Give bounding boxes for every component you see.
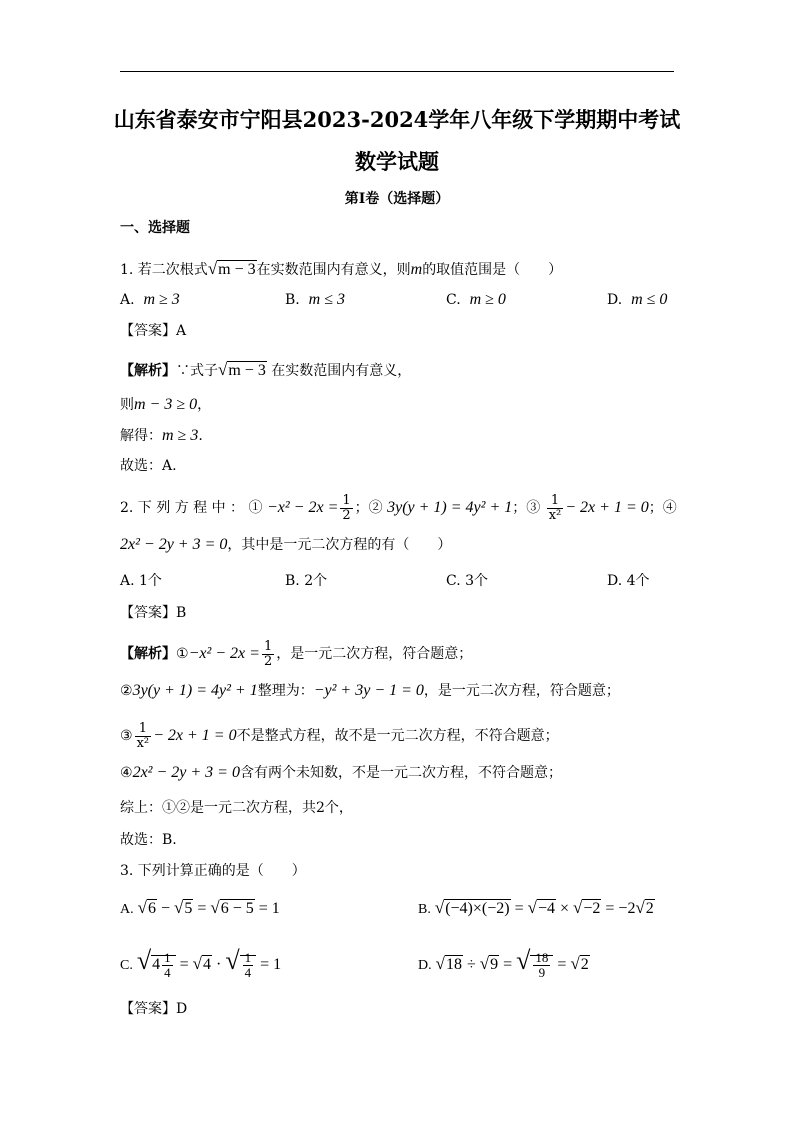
q1-step2: 解得：m ≥ 3. [120, 427, 203, 444]
q2-option-c: C. 3个 [446, 573, 489, 589]
section-heading: 一、选择题 [120, 220, 190, 236]
q2-summary: 综上：①②是一元二次方程，共2个， [120, 800, 353, 816]
q2-option-d: D. 4个 [607, 573, 650, 589]
page-title: 山东省泰安市宁阳县2023-2024学年八年级下学期期中考试 [113, 107, 681, 132]
q2-stem-line2: 2x² − 2y + 3 = 0，其中是一元二次方程的有（ ） [120, 536, 452, 553]
q1-option-c: C. m ≥ 0 [446, 291, 506, 308]
q2-answer: 【答案】B [120, 605, 187, 621]
radical: √m − 3 [218, 360, 266, 379]
header-rule [120, 71, 674, 72]
q1-analysis: 【解析】∵式子√m − 3 在实数范围内有意义， [120, 360, 412, 379]
fraction: $\frac{1}{\text{x²}}$ [136, 721, 150, 751]
volume-title: 第Ⅰ卷（选择题） [344, 191, 450, 207]
q2-analysis-2: ②3y(y + 1) = 4y² + 1整理为：−y² + 3y − 1 = 0，是一元二次方程，符合题意； [120, 682, 620, 699]
q2-choose: 故选：B. [120, 832, 177, 848]
q2-analysis-4: ④2x² − 2y + 3 = 0含有两个未知数，不是一元二次方程，不符合题意； [120, 764, 562, 781]
subject-title: 数学试题 [355, 149, 439, 174]
q3-option-a: A. √6 − √5 = √6 − 5 = 1 [120, 898, 280, 917]
q1-option-b: B. m ≤ 3 [285, 291, 345, 308]
q2-stem-line1: 2. 下 列 方 程 中 ： ① −x² − 2x = $\frac{1}{2}$ ；② 3y(y + 1) = 4y² + 1；③ $\frac{1}{\text{x²}}$ − 2x + 1 = 0；④ [120, 493, 677, 523]
q1-answer: 【答案】A [120, 323, 187, 339]
q1-choose: 故选：A. [120, 458, 177, 474]
q3-option-d: D. √18 ÷ √9 = √ $\frac{18}{9}$ = √2 [418, 946, 589, 980]
q2-analysis-3: ③ $\frac{1}{\text{x²}}$ − 2x + 1 = 0不是整式方程，故不是一元二次方程，不符合题意； [120, 721, 559, 751]
fraction: $\frac{1}{2}$ [342, 493, 351, 523]
fraction: $\frac{1}{2}$ [263, 639, 273, 669]
q3-option-c: C. √4 $\frac{1}{4}$ = √4 · √ $\frac{1}{4}$ = 1 [120, 946, 282, 980]
fraction: $\frac{1}{\text{x²}}$ [548, 493, 562, 523]
q1-stem: 1. 若二次根式√m − 3在实数范围内有意义，则m的取值范围是（ ） [120, 259, 563, 278]
q3-answer: 【答案】D [120, 1001, 188, 1017]
q3-option-b: B. √(−4)×(−2) = √−4 × √−2 = −2√2 [418, 898, 654, 917]
q2-option-a: A. 1个 [120, 573, 162, 589]
q3-stem: 3. 下列计算正确的是（ ） [120, 863, 306, 879]
q2-analysis-1: 【解析】①−x² − 2x = $\frac{1}{2}$ ，是一元二次方程，符合题意； [120, 639, 473, 669]
q1-option-d: D. m ≤ 0 [607, 291, 668, 308]
q1-option-a: A. m ≥ 3 [120, 291, 180, 308]
q1-step1: 则m − 3 ≥ 0， [120, 396, 212, 413]
q2-option-b: B. 2个 [285, 573, 328, 589]
radical: √m − 3 [207, 259, 256, 278]
